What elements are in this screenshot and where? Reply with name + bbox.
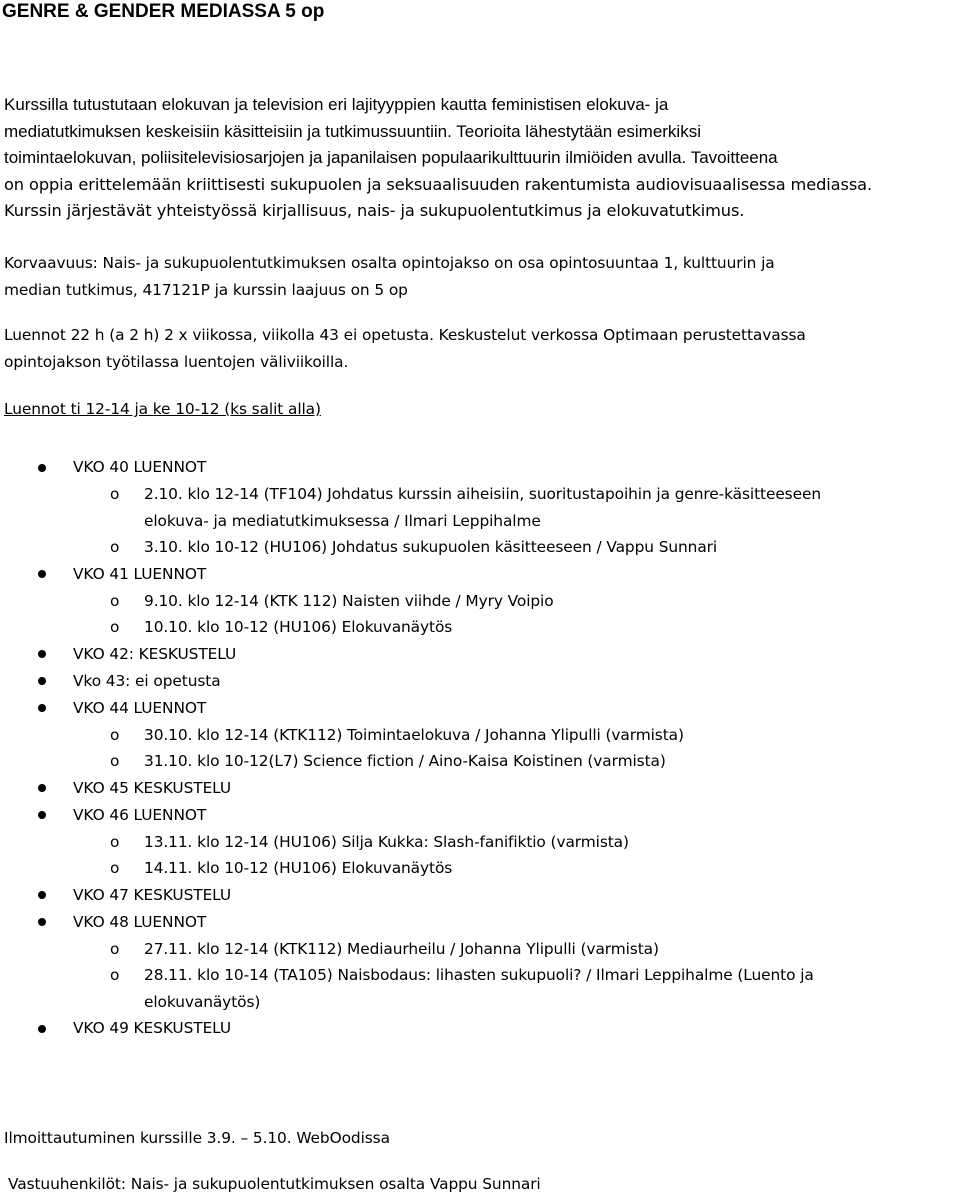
week-label: VKO 44 LUENNOT (73, 698, 207, 717)
korvaavuus-line: median tutkimus, 417121P ja kurssin laajuus on 5 op (4, 280, 408, 299)
circle-bullet-icon: o (110, 939, 120, 958)
circle-bullet-icon: o (110, 591, 120, 610)
circle-bullet-icon: o (110, 538, 120, 556)
session-item (0, 829, 821, 856)
session-list (73, 936, 821, 1016)
bullet-icon (38, 704, 46, 712)
luennot-info-line: Luennot 22 h (a 2 h) 2 x viikossa, viikolla 43 ei opetusta. Keskustelut verkossa Optimaan perustettavassa (4, 326, 806, 344)
session-list (73, 588, 821, 641)
session-text: 27.11. klo 12-14 (KTK112) Mediaurheilu / Johanna Ylipulli (varmista) (144, 939, 659, 958)
session-item (0, 481, 821, 534)
week-label: VKO 46 LUENNOT (73, 805, 207, 824)
week-label: VKO 47 KESKUSTELU (73, 885, 232, 904)
responsible-persons: Vastuuhenkilöt: Nais- ja sukupuolentutkimuksen osalta Vappu Sunnari (8, 1175, 541, 1193)
week-item (0, 695, 821, 775)
week-item (0, 668, 821, 695)
week-label: VKO 42: KESKUSTELU (73, 644, 237, 663)
bullet-icon (38, 650, 46, 658)
circle-bullet-icon: o (110, 725, 120, 744)
session-text: 13.11. klo 12-14 (HU106) Silja Kukka: Slash-fanifiktio (varmista) (144, 832, 629, 851)
schedule-list (0, 454, 821, 1042)
session-text: 30.10. klo 12-14 (KTK112) Toimintaelokuva / Johanna Ylipulli (varmista) (144, 725, 684, 744)
session-text: 3.10. klo 10-12 (HU106) Johdatus sukupuolen käsitteeseen / Vappu Sunnari (144, 538, 718, 556)
week-item (0, 882, 821, 909)
session-text: 28.11. klo 10-14 (TA105) Naisbodaus: lihasten sukupuoli? / Ilmari Leppihalme (Luento ja (144, 966, 814, 984)
intro-line: toimintaelokuvan, poliisitelevisiosarjojen ja japanilaisen populaarikulttuurin ilmiöiden avulla. Tavoitteena (4, 148, 778, 167)
session-text: 31.10. klo 10-12(L7) Science fiction / Aino-Kaisa Koistinen (varmista) (144, 752, 666, 770)
session-text: elokuva- ja mediatutkimuksessa / Ilmari Leppihalme (144, 511, 541, 530)
week-item (0, 561, 821, 641)
bullet-icon (38, 784, 46, 792)
session-list (73, 722, 821, 775)
session-list (73, 481, 821, 561)
circle-bullet-icon: o (110, 752, 120, 770)
circle-bullet-icon: o (110, 832, 120, 851)
session-text: 2.10. klo 12-14 (TF104) Johdatus kurssin aiheisiin, suoritustapoihin ja genre-käsitteeseen (144, 485, 821, 503)
week-item (0, 775, 821, 802)
circle-bullet-icon: o (110, 966, 120, 984)
luennot-info-paragraph (4, 322, 949, 375)
session-item (0, 855, 821, 882)
registration-info: Ilmoittautuminen kurssille 3.9. – 5.10. WebOodissa (4, 1129, 390, 1147)
intro-line: Kurssilla tutustutaan elokuvan ja television eri lajityyppien kautta feministisen elokuva- ja (4, 95, 669, 114)
session-item (0, 722, 821, 749)
schedule-heading: Luennot ti 12-14 ja ke 10-12 (ks salit alla) (4, 400, 321, 418)
week-item (0, 641, 821, 668)
session-item (0, 962, 821, 1015)
luennot-info-line: opintojakson työtilassa luentojen väliviikoilla. (4, 352, 349, 371)
course-title: GENRE & GENDER MEDIASSA 5 op (2, 1, 325, 22)
week-label: VKO 49 KESKUSTELU (73, 1019, 232, 1037)
session-item (0, 748, 821, 775)
session-list (73, 829, 821, 882)
bullet-icon (38, 891, 46, 899)
circle-bullet-icon: o (110, 485, 120, 503)
intro-paragraph (4, 92, 949, 225)
session-text: 9.10. klo 12-14 (KTK 112) Naisten viihde / Myry Voipio (144, 591, 554, 610)
week-label: VKO 40 LUENNOT (73, 458, 207, 476)
week-item (0, 802, 821, 882)
intro-line: mediatutkimuksen keskeisiin käsitteisiin ja tutkimussuuntiin. Teorioita lähestytään esimerkiksi (4, 121, 701, 141)
week-label: VKO 48 LUENNOT (73, 912, 207, 931)
week-label: VKO 41 LUENNOT (73, 564, 207, 583)
bullet-icon (38, 464, 46, 472)
session-item (0, 614, 821, 641)
session-text: elokuvanäytös) (144, 992, 261, 1011)
bullet-icon (38, 811, 46, 819)
session-item (0, 936, 821, 963)
intro-line: on oppia erittelemään kriittisesti sukupuolen ja seksuaalisuuden rakentumista audiovisuaalisessa mediassa. (4, 174, 873, 194)
bullet-icon (38, 570, 46, 578)
session-item (0, 534, 821, 561)
korvaavuus-line: Korvaavuus: Nais- ja sukupuolentutkimuksen osalta opintojakso on osa opintosuuntaa 1, kulttuurin ja (4, 254, 775, 272)
bullet-icon (38, 677, 46, 685)
week-label: Vko 43: ei opetusta (73, 671, 221, 690)
session-text: 10.10. klo 10-12 (HU106) Elokuvanäytös (144, 618, 453, 636)
bullet-icon (38, 1025, 46, 1033)
week-item (0, 1015, 821, 1042)
circle-bullet-icon: o (110, 859, 120, 877)
korvaavuus-paragraph (4, 250, 949, 303)
intro-line: Kurssin järjestävät yhteistyössä kirjallisuus, nais- ja sukupuolentutkimus ja elokuvatutkimus. (4, 201, 745, 220)
session-text: 14.11. klo 10-12 (HU106) Elokuvanäytös (144, 859, 453, 877)
week-item (0, 454, 821, 561)
session-item (0, 588, 821, 615)
week-item (0, 909, 821, 1016)
circle-bullet-icon: o (110, 618, 120, 636)
bullet-icon (38, 918, 46, 926)
week-label: VKO 45 KESKUSTELU (73, 778, 232, 797)
